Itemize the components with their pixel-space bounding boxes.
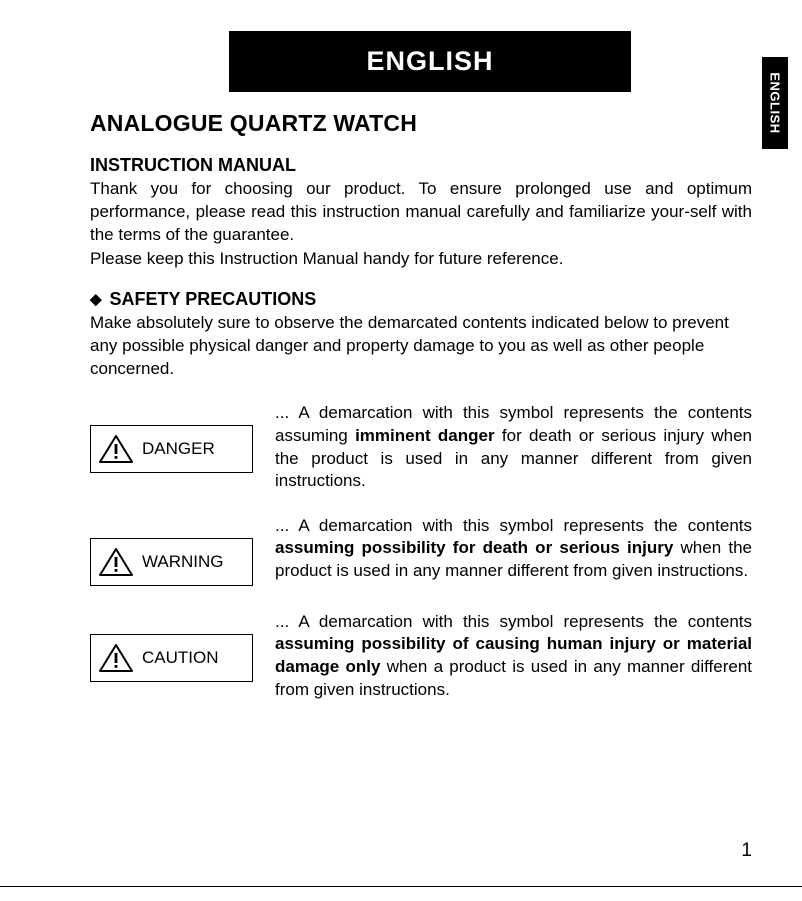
danger-badge-cell xyxy=(90,402,275,476)
danger-text-bold: imminent danger xyxy=(355,425,495,445)
side-tab-label: ENGLISH xyxy=(767,72,783,134)
warning-badge xyxy=(90,538,253,586)
document-body xyxy=(90,110,752,723)
safety-paragraph: Make absolutely sure to observe the demarcated contents indicated below to prevent any possible physical danger and property damage to you as well as other people concerned. xyxy=(90,313,729,378)
caution-text-after: when a product is used in any manner different from given instructions. xyxy=(275,657,752,699)
caution-badge-label: CAUTION xyxy=(142,647,219,667)
intro-paragraph: Thank you for choosing our product. To ensure prolonged use and optimum performance, please read this instruction manual carefully and familiarize your-self with the terms of the guarantee. xyxy=(90,179,752,244)
caution-description xyxy=(275,611,752,701)
side-tab-english xyxy=(762,57,788,149)
warning-badge-label: WARNING xyxy=(142,551,224,571)
danger-badge-label: DANGER xyxy=(142,439,215,459)
footer-divider xyxy=(0,886,802,887)
list-item xyxy=(90,611,752,701)
danger-badge xyxy=(90,425,253,473)
instruction-manual-heading: INSTRUCTION MANUAL xyxy=(90,155,296,175)
caution-text-before: A demarcation with this symbol represents the contents xyxy=(298,611,752,631)
page-title: ANALOGUE QUARTZ WATCH xyxy=(90,110,418,136)
safety-precautions-label: SAFETY PRECAUTIONS xyxy=(109,289,317,310)
warning-lead: ... xyxy=(275,515,290,535)
keep-manual-paragraph: Please keep this Instruction Manual handy for future reference. xyxy=(90,249,564,269)
list-item xyxy=(90,515,752,589)
danger-description xyxy=(275,402,752,492)
warning-badge-cell xyxy=(90,515,275,589)
caution-badge xyxy=(90,634,253,682)
caution-lead: ... xyxy=(275,611,290,631)
danger-text-after: for death or serious injury when the product is used in any manner different from given instructions. xyxy=(275,425,752,491)
demarcation-list xyxy=(90,402,752,701)
danger-text-before: A demarcation with this symbol represents the contents assuming xyxy=(275,403,752,445)
list-item xyxy=(90,402,752,492)
warning-description xyxy=(275,515,752,583)
warning-triangle-icon xyxy=(98,546,134,578)
warning-text-bold: assuming possibility for death or serious injury xyxy=(275,538,674,558)
diamond-bullet-icon: ◆ xyxy=(90,291,102,309)
warning-triangle-icon xyxy=(98,642,134,674)
warning-text-before: A demarcation with this symbol represents the contents xyxy=(298,515,752,535)
danger-lead: ... xyxy=(275,403,290,423)
warning-text-after: when the product is used in any manner different from given instructions. xyxy=(275,538,752,581)
language-banner xyxy=(229,31,631,92)
caution-text-bold: assuming possibility of causing human injury or material damage only xyxy=(275,634,752,677)
language-banner-label: ENGLISH xyxy=(366,46,494,76)
caution-badge-cell xyxy=(90,611,275,685)
page-number: 1 xyxy=(741,840,752,861)
safety-precautions-heading xyxy=(90,289,752,310)
warning-triangle-icon xyxy=(98,433,134,465)
